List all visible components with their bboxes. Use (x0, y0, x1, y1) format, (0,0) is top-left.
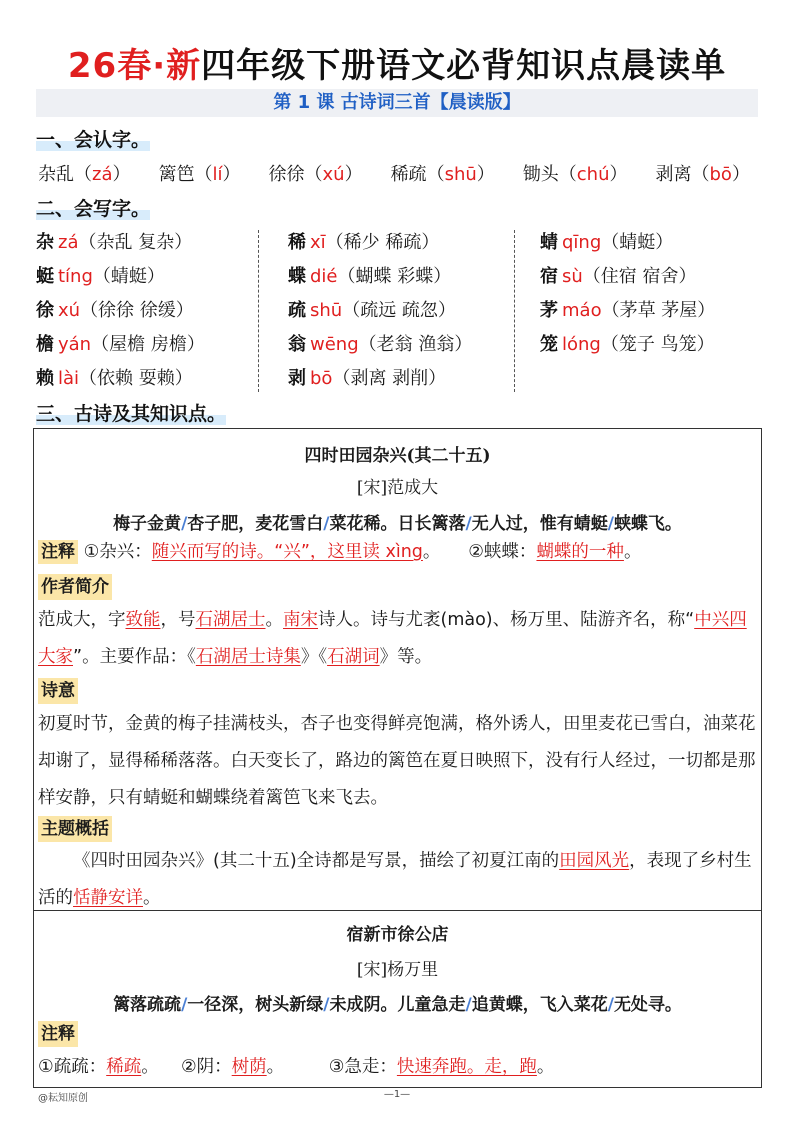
section-heading-recognize: 一、会认字。 (36, 129, 151, 151)
write-row: 剥 bō（剥离 剥削） (288, 368, 447, 389)
note-tag: 注释 (38, 540, 78, 564)
write-row: 疏 shū（疏远 疏忽） (288, 300, 456, 321)
write-grid (36, 226, 758, 396)
poem-box (33, 428, 762, 1088)
column-divider (514, 230, 515, 392)
author-bio: 范成大，字致能，号石湖居士。南宋诗人。诗与尤袤(mào)、杨万里、陆游齐名，称“中兴四大家”。主要作品：《石湖居士诗集》《石湖词》等。 (38, 610, 747, 667)
write-row: 赖 lài（依赖 耍赖） (36, 368, 193, 389)
column-divider (258, 230, 259, 392)
write-row: 蝶 dié（蝴蝶 彩蝶） (288, 266, 452, 287)
section-heading-poems: 三、古诗及其知识点。 (36, 403, 227, 425)
poem1-title: 四时田园杂兴(其二十五) (304, 446, 491, 466)
write-row: 徐 xú（徐徐 徐缓） (36, 300, 194, 321)
write-row: 蜓 tíng（蜻蜓） (36, 266, 165, 287)
recognize-item: 剥离（bō） (655, 164, 750, 185)
poem1-meaning: 初夏时节，金黄的梅子挂满枝头，杏子也变得鲜亮饱满，格外诱人，田里麦花已雪白，油菜花却谢了，显得稀稀落落。白天变长了，路边的篱笆在夏日映照下，没有行人经过，一切都是那样安静，只有蜻蜓和蝴蝶绕着篱笆飞来飞去。 (38, 714, 756, 808)
recognize-item: 稀疏（shū） (390, 164, 495, 185)
poem2-author: [宋]杨万里 (356, 960, 439, 980)
poem2-title: 宿新市徐公店 (346, 925, 449, 945)
theme-tag: 主题概括 (38, 816, 112, 842)
section-heading-write: 二、会写字。 (36, 198, 151, 220)
write-row: 茅 máo（茅草 茅屋） (540, 300, 716, 321)
recognize-item: 篱笆（lí） (158, 164, 241, 185)
recognize-item: 锄头（chú） (522, 164, 628, 185)
write-row: 稀 xī（稀少 稀疏） (288, 232, 440, 253)
poem1-text: 梅子金黄/杏子肥，麦花雪白/菜花稀。日长篱落/无人过，惟有蜻蜓/蛱蝶飞。 (113, 514, 682, 534)
poem1-theme: 《四时田园杂兴》(其二十五)全诗都是写景，描绘了初夏江南的田园风光，表现了乡村生活的恬静安详。 (38, 851, 752, 908)
title-highlight: 26春·新 (67, 46, 202, 86)
write-row: 笼 lóng（笼子 鸟笼） (540, 334, 715, 355)
poem2-text: 篱落疏疏/一径深，树头新绿/未成阴。儿童急走/追黄蝶，飞入菜花/无处寻。 (113, 995, 682, 1015)
write-row: 翁 wēng（老翁 渔翁） (288, 334, 473, 355)
write-row: 檐 yán（屋檐 房檐） (36, 334, 205, 355)
page-number: —1— (383, 1089, 411, 1100)
recognize-list (38, 160, 758, 186)
write-column-3 (540, 226, 715, 362)
author-tag: 作者简介 (38, 574, 112, 600)
write-column-2 (288, 226, 472, 396)
footer-credit: @耘知原创 (38, 1093, 88, 1104)
poem2-notes: ①疏疏：稀疏。 ②阴：树荫。 ③急走：快速奔跑。走，跑。 (38, 1057, 555, 1077)
page-title (0, 38, 794, 87)
recognize-item: 徐徐（xú） (268, 164, 363, 185)
poem-divider (34, 910, 761, 911)
write-row: 宿 sù（住宿 宿舍） (540, 266, 697, 287)
meaning-tag: 诗意 (38, 678, 78, 704)
write-row: 蜻 qīng（蜻蜓） (540, 232, 674, 253)
note-tag: 注释 (38, 1021, 78, 1047)
poem1-author: [宋]范成大 (356, 478, 439, 498)
title-main: 四年级下册语文必背知识点晨读单 (201, 46, 727, 86)
poem1-notes: 注释 ①杂兴：随兴而写的诗。“兴”，这里读 xìng。 ②蛱蝶：蝴蝶的一种。 (38, 534, 756, 571)
lesson-banner: 第 1 课 古诗词三首【晨读版】 (36, 89, 758, 117)
write-row: 杂 zá（杂乱 复杂） (36, 232, 193, 253)
write-column-1 (36, 226, 205, 396)
recognize-item: 杂乱（zá） (38, 164, 131, 185)
